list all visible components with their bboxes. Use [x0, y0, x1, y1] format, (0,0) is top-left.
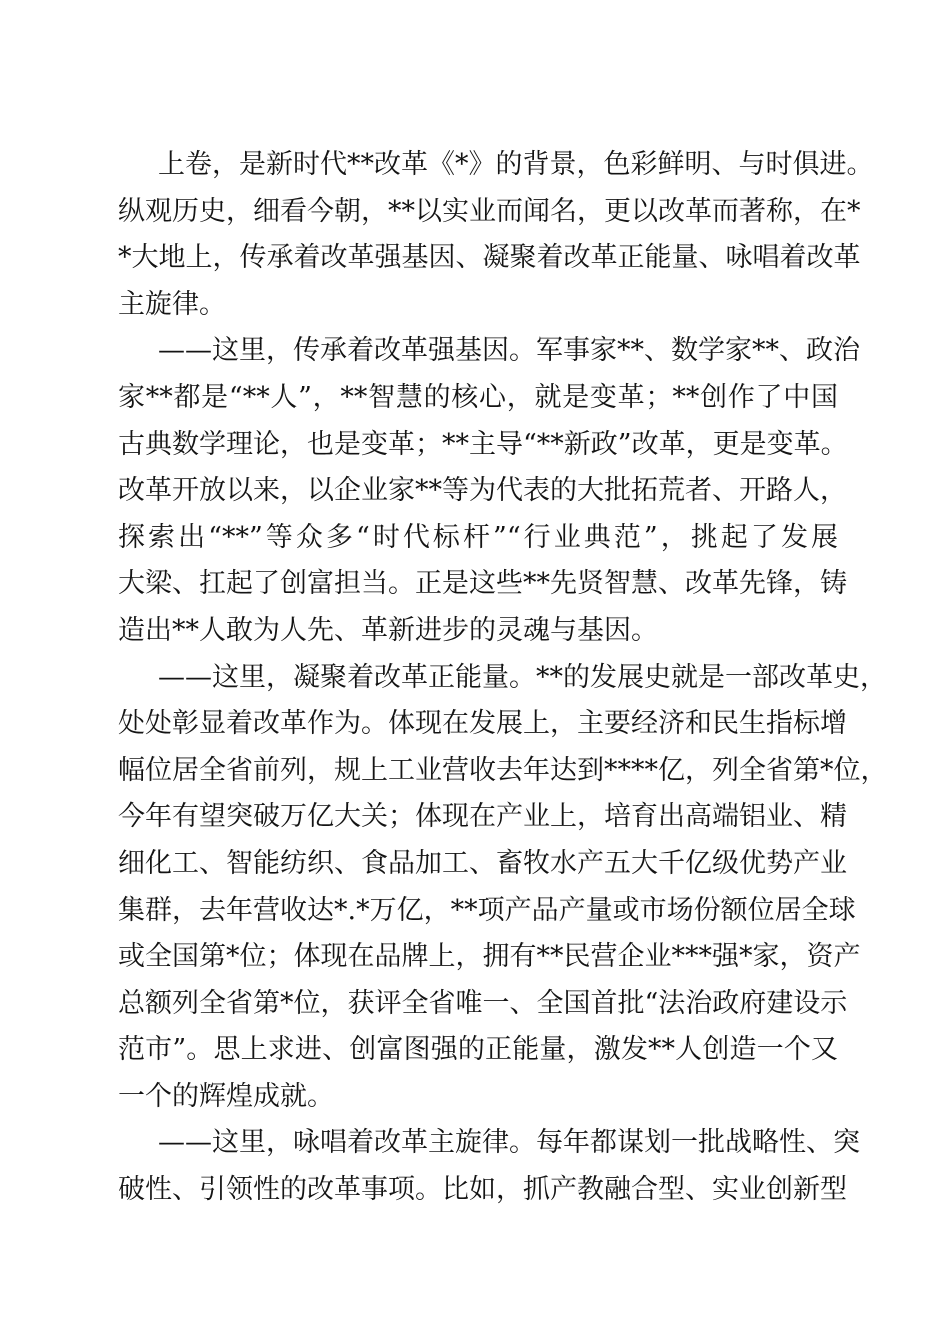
text-line-22: ——这里，咏唱着改革主旋律。每年都谋划一批战略性、突: [158, 1127, 860, 1159]
text-line-23: 破性、引领性的改革事项。比如，抓产教融合型、实业创新型: [118, 1174, 847, 1206]
text-line-4: 主旋律。: [118, 288, 226, 320]
text-line-9: 探索出“**”等众多“时代标杆”“行业典范”，挑起了发展: [118, 521, 838, 553]
text-line-11: 造出**人敢为人先、革新进步的灵魂与基因。: [118, 614, 658, 646]
text-line-18: 或全国第*位；体现在品牌上，拥有**民营企业***强*家，资产: [118, 941, 861, 973]
text-line-16: 细化工、智能纺织、食品加工、畜牧水产五大千亿级优势产业: [118, 847, 847, 879]
text-line-5: ——这里，传承着改革强基因。军事家**、数学家**、政治: [158, 335, 860, 367]
text-line-20: 范市”。思上求进、创富图强的正能量，激发**人创造一个又: [118, 1034, 838, 1066]
text-line-7: 古典数学理论，也是变革；**主导“**新政”改革，更是变革。: [118, 428, 848, 460]
text-line-2: 纵观历史，细看今朝，**以实业而闻名，更以改革而著称，在*: [118, 195, 861, 227]
text-line-13: 处处彰显着改革作为。体现在发展上，主要经济和民生指标增: [118, 708, 847, 740]
text-line-8: 改革开放以来，以企业家**等为代表的大批拓荒者、开路人，: [118, 475, 847, 507]
text-line-12: ——这里，凝聚着改革正能量。**的发展史就是一部改革史，: [158, 661, 887, 693]
text-line-15: 今年有望突破万亿大关；体现在产业上，培育出高端铝业、精: [118, 801, 847, 833]
text-line-3: *大地上，传承着改革强基因、凝聚着改革正能量、咏唱着改革: [118, 242, 861, 274]
text-line-14: 幅位居全省前列，规上工业营收去年达到****亿，列全省第*位，: [118, 754, 888, 786]
body-text: [118, 142, 888, 1214]
text-line-19: 总额列全省第*位，获评全省唯一、全国首批“法治政府建设示: [118, 987, 848, 1019]
text-line-10: 大梁、扛起了创富担当。正是这些**先贤智慧、改革先锋，铸: [118, 568, 847, 600]
text-line-6: 家**都是“**人”，**智慧的核心，就是变革；**创作了中国: [118, 381, 838, 413]
text-line-17: 集群，去年营收达*.*万亿，**项产品产量或市场份额位居全球: [118, 894, 856, 926]
text-line-1: 上卷，是新时代**改革《*》的背景，色彩鲜明、与时俱进。: [158, 149, 874, 180]
text-line-21: 一个的辉煌成就。: [118, 1080, 334, 1112]
